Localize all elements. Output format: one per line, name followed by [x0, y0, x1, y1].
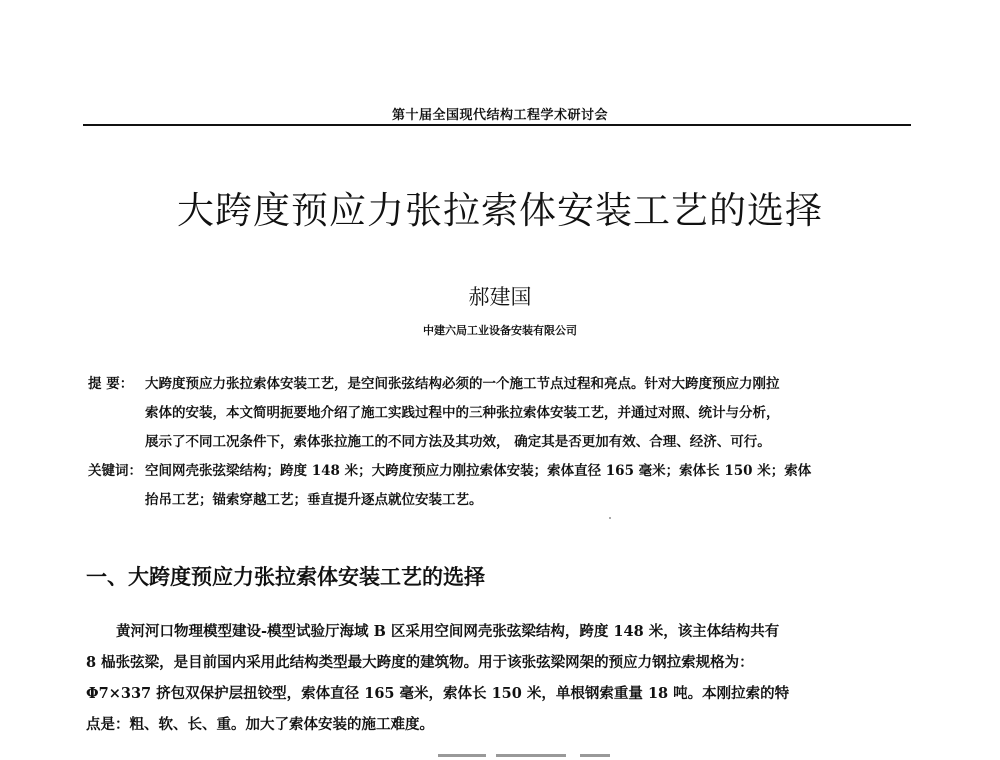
abstract-line: 大跨度预应力张拉索体安装工艺，是空间张弦结构必须的一个施工节点过程和亮点。针对大跨度预应力刚拉: [145, 376, 780, 392]
abstract-row: [88, 374, 898, 403]
keywords-row: [88, 461, 898, 490]
author-name: 郝建国: [468, 285, 532, 309]
cut-off-text-fragment: [430, 750, 630, 760]
paragraph-line: 黄河河口物理模型建设-模型试验厅海域 B 区采用空间网壳张弦梁结构，跨度 148 米，该主体结构共有: [116, 623, 780, 640]
cut-off-mark: [438, 754, 486, 757]
keywords-line: 空间网壳张弦梁结构；跨度 148 米；大跨度预应力刚拉索体安装；索体直径 165 毫米；索体长 150 米；索体: [145, 463, 812, 479]
keywords-row: [88, 490, 898, 519]
header-rule: [83, 124, 911, 126]
paragraph-line: 点是：粗、软、长、重。加大了索体安装的施工难度。: [86, 716, 434, 733]
paragraph-line: 8 榀张弦梁，是目前国内采用此结构类型最大跨度的建筑物。用于该张弦梁网架的预应力钢拉索规格为：: [86, 654, 754, 671]
section-paragraph: [86, 621, 916, 745]
keywords-label: 关键词：: [88, 463, 142, 479]
scan-speck: [609, 517, 611, 519]
section-heading: 一、大跨度预应力张拉索体安装工艺的选择: [86, 565, 485, 589]
abstract: [88, 374, 898, 461]
abstract-line: 索体的安装，本文简明扼要地介绍了施工实践过程中的三种张拉索体安装工艺，并通过对照、统计与分析，: [145, 405, 780, 421]
keywords-line: 抬吊工艺；锚索穿越工艺；垂直提升逐点就位安装工艺。: [145, 492, 483, 508]
abstract-line: 展示了不同工况条件下，索体张拉施工的不同方法及其功效， 确定其是否更加有效、合理、经济、可行。: [145, 434, 771, 450]
paper-title: 大跨度预应力张拉索体安装工艺的选择: [177, 189, 823, 232]
keywords: [88, 461, 898, 519]
abstract-row: [88, 432, 898, 461]
conference-header: 第十届全国现代结构工程学术研讨会: [391, 108, 608, 123]
abstract-row: [88, 403, 898, 432]
paragraph-line: Φ7×337 挤包双保护层扭铰型，索体直径 165 毫米，索体长 150 米，单根钢索重量 18 吨。本刚拉索的特: [86, 685, 790, 702]
cut-off-mark: [496, 754, 566, 757]
abstract-label: 提 要：: [88, 376, 134, 392]
author-affiliation: 中建六局工业设备安装有限公司: [423, 324, 577, 337]
cut-off-mark: [580, 754, 610, 757]
